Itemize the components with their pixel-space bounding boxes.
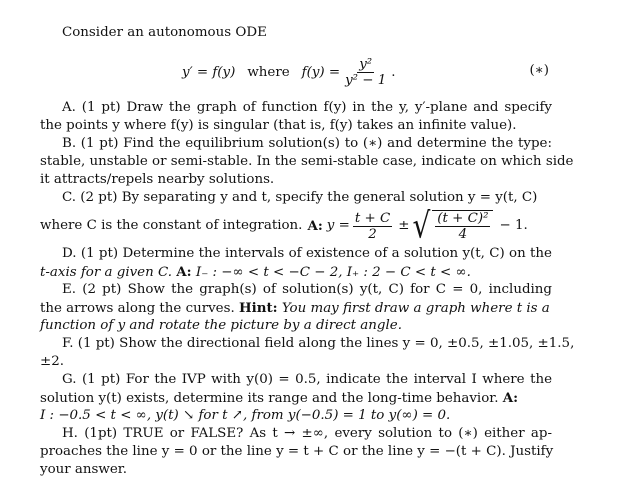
part-c-tail: − 1. [499, 218, 528, 233]
part-d-text: t-axis for a given C. [40, 265, 173, 280]
part-b-line-1: B. (1 pt) Find the equilibrium solution(s) to (∗) and determine the type: [62, 136, 552, 151]
part-a-line-2: the points y where f(y) is singular (that is, f(y) takes an infinite value). [40, 118, 517, 133]
sqrt-icon: √ [412, 204, 431, 246]
part-e-text: the arrows along the curves. [40, 301, 235, 316]
part-b-line-2: stable, unstable or semi-stable. In the semi-stable case, indicate on which side [40, 154, 574, 169]
part-g-line-1: G. (1 pt) For the IVP with y(0) = 0.5, indicate the interval I where the [62, 372, 552, 387]
part-e-line-3: function of y and rotate the picture by a direct angle. [40, 318, 402, 333]
part-f-line-1: F. (1 pt) Show the directional field along the lines y = 0, ±0.5, ±1.05, ±1.5, [62, 336, 575, 351]
part-g-answer-label: A: [502, 390, 519, 406]
part-c-num-1: t + C [354, 210, 391, 226]
part-c-num-2: (t + C)² [437, 211, 489, 226]
part-e-hint-label: Hint: [239, 300, 278, 316]
eq-num: y² [359, 56, 373, 72]
part-c-text: where C is the constant of integration. [40, 218, 303, 233]
part-d-line-1: D. (1 pt) Determine the intervals of existence of a solution y(t, C) on the [62, 246, 552, 261]
part-g-text: solution y(t) exists, determine its range and the long-time behavior. [40, 391, 499, 406]
eq-tag: (∗) [529, 63, 549, 78]
part-c-line-1: C. (2 pt) By separating y and t, specify the general solution y = y(t, C) [62, 190, 538, 205]
part-h-line-3: your answer. [40, 462, 127, 477]
part-g-line-3: I : −0.5 < t < ∞, y(t) ↘ for t ↗, from y(−0.5) = 1 to y(∞) = 0. [40, 408, 451, 423]
part-e-line-2 [40, 299, 552, 318]
part-c-frac-1 [353, 211, 392, 242]
eq-fraction [343, 57, 388, 88]
part-d-answer: I₋ : −∞ < t < −C − 2, I₊ : 2 − C < t < ∞. [195, 265, 471, 280]
part-d-line-2 [40, 263, 552, 282]
part-d-answer-label: A: [176, 264, 192, 280]
part-g-line-2 [40, 389, 552, 408]
part-e-hint: You may first draw a graph where t is a [281, 301, 550, 316]
eq-tail: . [391, 64, 396, 80]
part-c-pm: ± [398, 218, 410, 233]
eq-f: f(y) = [301, 64, 341, 80]
part-c-den-2: 4 [458, 227, 468, 242]
part-c-den-1: 2 [368, 226, 377, 242]
part-c-answer-label: A: [307, 218, 323, 234]
part-c-frac-2 [432, 210, 493, 242]
part-c-line-2 [40, 204, 552, 246]
intro-text: Consider an autonomous ODE [62, 25, 267, 40]
part-e-line-1: E. (2 pt) Show the graph(s) of solution(s) y(t, C) for C = 0, including [62, 282, 552, 297]
eq-lhs: y′ = f(y) [182, 64, 236, 80]
part-c-y: y = [326, 218, 350, 233]
part-h-line-1: H. (1pt) TRUE or FALSE? As t → ±∞, every solution to (∗) either ap- [62, 426, 552, 441]
part-a-line-1: A. (1 pt) Draw the graph of function f(y) in the y, y′-plane and specify [62, 100, 552, 115]
part-f-line-2: ±2. [40, 354, 64, 369]
part-h-line-2: proaches the line y = 0 or the line y = t + C or the line y = −(t + C). Justify [40, 444, 554, 459]
eq-where: where [247, 64, 290, 80]
part-b-line-3: it attracts/repels nearby solutions. [40, 172, 275, 187]
part-c-sqrt [412, 204, 496, 246]
eq-den: y² − 1 [345, 72, 387, 88]
ode-equation [182, 52, 396, 92]
